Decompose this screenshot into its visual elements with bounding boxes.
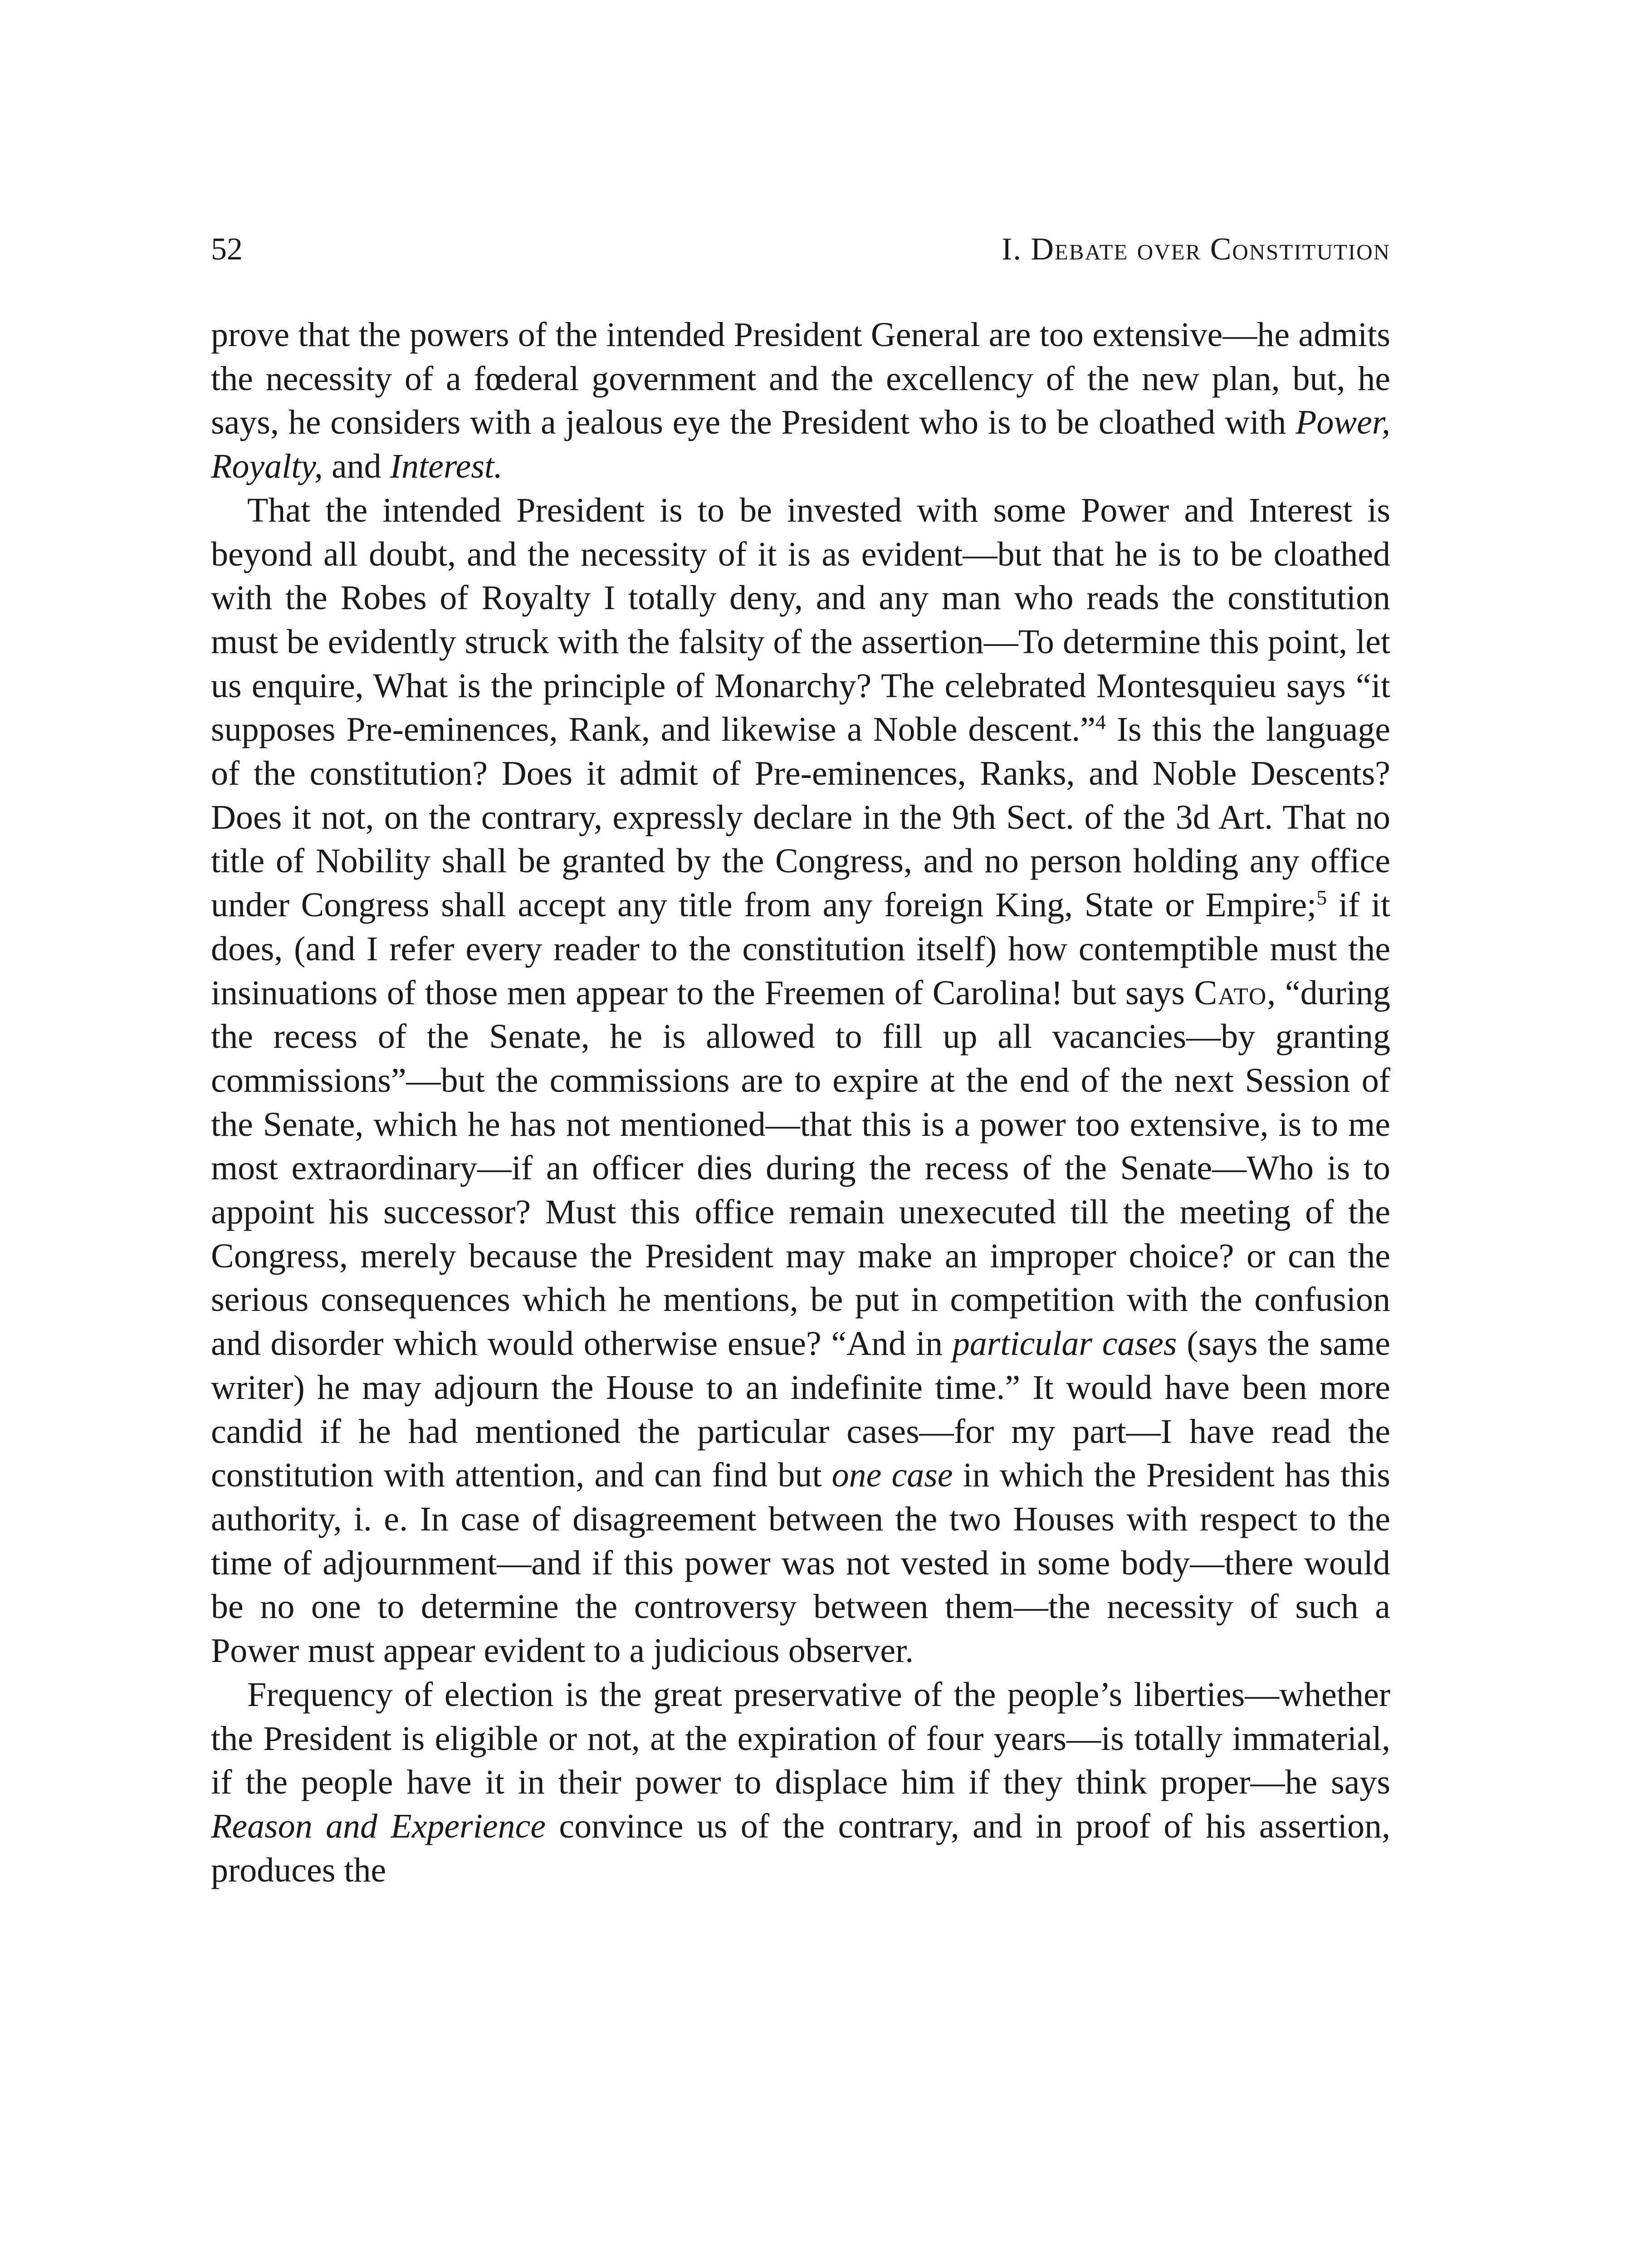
body-text: [211, 313, 1390, 1892]
text-segment: (says the same writer) he may adjourn the House to an indefinite time.” It would have been more candid if he had mentioned the particular cases—for my part—I have read the constitution with attention, and can find but: [211, 1325, 1390, 1495]
paragraph: [211, 313, 1390, 489]
italic-text: Power, Royalty,: [211, 403, 1390, 486]
text-segment: and: [323, 447, 390, 486]
text-segment: Frequency of election is the great preservative of the people’s liberties—whether the President is eligible or not, at the expiration of four years—is totally immaterial, if the people have it in their power to displace him if they think proper—he says: [211, 1675, 1390, 1802]
text-segment: convince us of the contrary, and in proof of his assertion, produces the: [211, 1807, 1390, 1889]
running-head: [211, 229, 1390, 270]
text-segment: Cato: [1194, 973, 1267, 1012]
text-segment: That the intended President is to be invested with some Power and Interest is beyond all doubt, and the necessity of it is as evident—but that he is to be cloathed with the Robes of Royalty I totally deny, and any man who reads the constitution must be evidently struck with the falsity of the assertion—To determine this point, let us enquire, What is the principle of Monarchy? The celebrated Montesquieu says “it supposes Pre-eminences, Rank, and likewise a Noble descent.”: [211, 491, 1390, 749]
italic-text: particular cases: [952, 1325, 1177, 1363]
italic-text: Interest.: [390, 447, 503, 486]
document-page: [211, 229, 1390, 1892]
paragraph: [211, 1673, 1390, 1892]
italic-text: Reason and Experience: [211, 1807, 546, 1845]
text-segment: Is this the language of the constitution? Does it admit of Pre-eminences, Ranks, and Noble Descents? Does it not, on the contrary, expressly declare in the 9th Sect. of the 3d Art. That no title of Nobility shall be granted by the Congress, and no person holding any office under Congress shall accept any title from any foreign King, State or Empire;: [211, 710, 1390, 924]
chapter-title: I. Debate over Constitution: [1002, 232, 1390, 267]
text-segment: prove that the powers of the intended President General are too extensive—he admits the necessity of a fœderal government and the excellency of the new plan, but, he says, he considers with a jealous eye the President who is to be cloathed with: [211, 316, 1390, 442]
footnote-ref[interactable]: 4: [1095, 710, 1106, 734]
footnote-ref[interactable]: 5: [1316, 886, 1327, 909]
text-segment: , “during the recess of the Senate, he is allowed to fill up all vacancies—by granting commissions”—but the commissions are to expire at the end of the next Session of the Senate, which he has not mentioned—that this is a power too extensive, is to me most extraordinary—if an officer dies during the recess of the Senate—Who is to appoint his successor? Must this office remain unexecuted till the meeting of the Congress, merely because the President may make an improper choice? or can the serious consequences which he mentions, be put in competition with the confusion and disorder which would otherwise ensue? “And in: [211, 973, 1390, 1363]
italic-text: one case: [831, 1456, 953, 1495]
paragraph: [211, 489, 1390, 1673]
text-segment: if it does, (and I refer every reader to the constitution itself) how contemptible must the insinuations of those men appear to the Freemen of Carolina! but says: [211, 886, 1391, 1012]
text-segment: in which the President has this authority, i. e. In case of disagreement between the two Houses with respect to the time of adjournment—and if this power was not vested in some body—there would be no one to determine the controversy between them—the necessity of such a Power must appear evident to a judicious observer.: [211, 1456, 1390, 1670]
page-number: 52: [211, 232, 243, 267]
